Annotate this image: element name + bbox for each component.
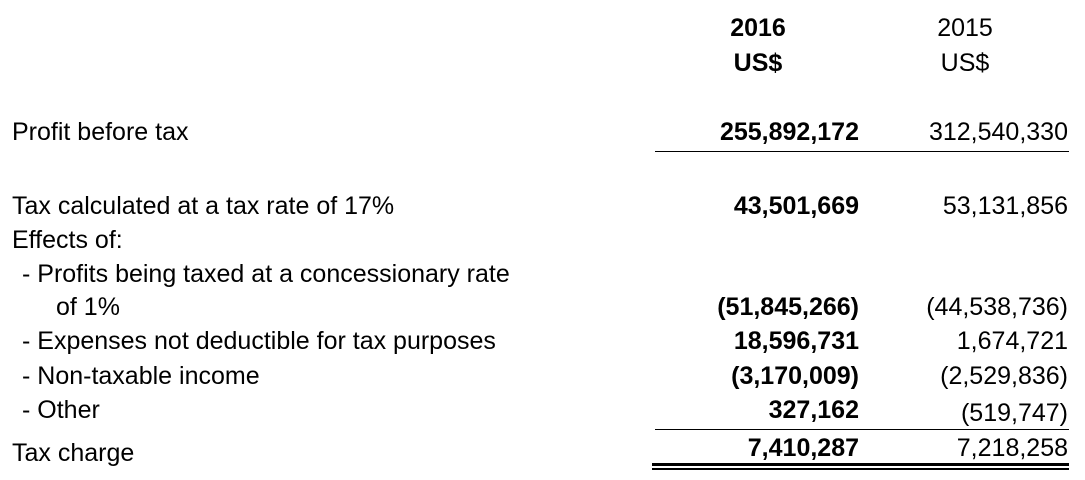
tax-calculated-2016: 43,501,669 [733, 192, 859, 220]
tax-charge-2015: 7,218,258 [956, 434, 1068, 462]
non-taxable-2016: (3,170,009) [731, 362, 859, 390]
concessionary-2016: (51,845,266) [717, 293, 859, 321]
non-taxable-2015: (2,529,836) [940, 362, 1068, 390]
expenses-nondeductible-label: - Expenses not deductible for tax purposes [22, 327, 496, 355]
tax-calculated-2015: 53,131,856 [942, 192, 1068, 220]
header-2016-year: 2016 [730, 14, 786, 42]
profit-before-tax-2015: 312,540,330 [928, 118, 1068, 146]
profit-before-tax-label: Profit before tax [12, 118, 189, 146]
effects-of-label: Effects of: [12, 226, 123, 254]
tax-calculated-label: Tax calculated at a tax rate of 17% [12, 192, 395, 220]
concessionary-2015: (44,538,736) [926, 293, 1068, 321]
expenses-nondeductible-2016: 18,596,731 [733, 327, 859, 355]
header-2015-year: 2015 [937, 14, 993, 42]
tax-charge-2016: 7,410,287 [747, 434, 859, 462]
header-2016-currency: US$ [733, 49, 783, 77]
total-double-rule-lower [652, 468, 1069, 470]
profit-before-tax-2016: 255,892,172 [719, 118, 859, 146]
other-label: - Other [22, 396, 100, 424]
subtotal-rule [655, 151, 1069, 152]
total-top-rule [655, 429, 1069, 430]
other-2015: (519,747) [960, 399, 1068, 427]
concessionary-label-line2: of 1% [56, 293, 120, 321]
other-2016: 327,162 [768, 396, 859, 424]
non-taxable-label: - Non-taxable income [22, 362, 260, 390]
tax-charge-label: Tax charge [12, 439, 135, 467]
total-double-rule-upper [652, 463, 1069, 466]
header-2015-currency: US$ [940, 49, 990, 77]
concessionary-label-line1: - Profits being taxed at a concessionary rate [22, 260, 510, 288]
expenses-nondeductible-2015: 1,674,721 [956, 327, 1068, 355]
